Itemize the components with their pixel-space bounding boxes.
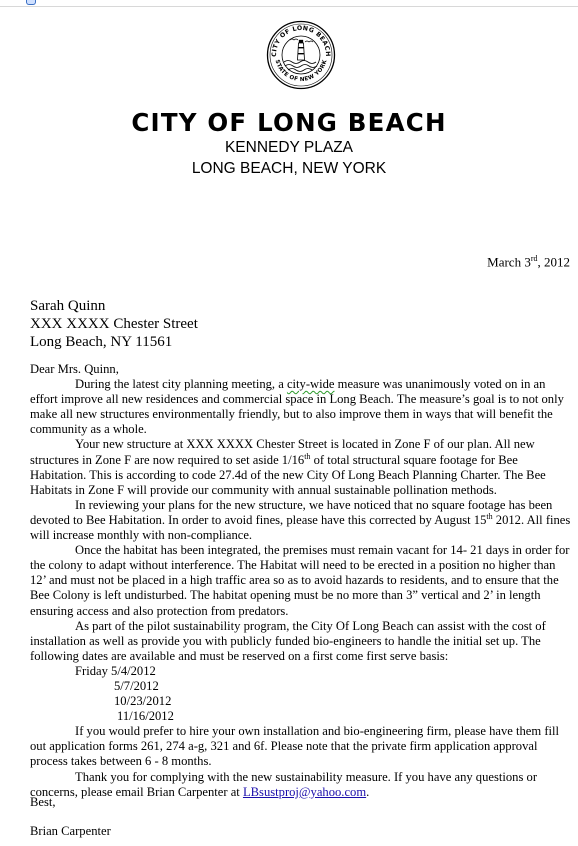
p5-line-2: installation as well as provide you with publicly funded bio-engineers to handle the initial set up. The: [30, 633, 541, 648]
p6-line-3: process takes between 6 - 8 months.: [30, 754, 212, 769]
p1-line-2: effort improve all new residences and commercial space in Long Beach. The measure’s goal is to not only: [30, 392, 564, 407]
p2-sup: th: [304, 451, 311, 461]
recipient-name: Sarah Quinn: [30, 298, 106, 314]
plaza-heading: KENNEDY PLAZA: [224, 139, 354, 156]
paragraph-6: [30, 724, 575, 769]
paragraph-5: [30, 619, 575, 664]
p6-line-1: If you would prefer to hire your own installation and bio-engineering firm, please have them fill: [75, 724, 560, 739]
p3-sup: th: [486, 511, 493, 521]
date-month-day: March 3: [487, 254, 531, 270]
p4-line-2: the colony to adapt without interference. The Habitat will need to be erected in a position no higher than: [30, 558, 556, 573]
p4-line-3: 12’ and must not be placed in a high traffic area so as to avoid hazards to residents, and to ensure that the: [30, 573, 559, 588]
date-year: , 2012: [537, 254, 570, 270]
p2-line-3: Habitation. This is according to code 27.4d of the new City Of Long Beach Planning Charter. The Bee: [30, 467, 546, 482]
tab-marker-icon: [26, 0, 36, 5]
schedule-date: 10/23/2012: [114, 694, 172, 709]
seal-top-text: CITY OF LONG BEACH: [270, 24, 332, 57]
city-heading: CITY OF LONG BEACH: [131, 108, 447, 137]
spellcheck-word[interactable]: city-wide: [286, 377, 335, 392]
letter-body: [30, 362, 575, 800]
p5-line-3: following dates are available and must be reserved on a first come first serve basis:: [30, 648, 449, 663]
p1-text-a: During the latest city planning meeting, a: [75, 377, 287, 392]
paragraph-7: [30, 770, 575, 800]
p4-line-5: ensuring access and also protection from predators.: [30, 603, 289, 618]
p7-line-1: Thank you for complying with the new sustainability measure. If you have any questions or: [75, 769, 538, 784]
p2-line-2b: of total structural square footage for Bee: [310, 452, 518, 467]
salutation: Dear Mrs. Quinn,: [30, 362, 119, 376]
p2-line-2a: structures in Zone F are now required to set aside 1/16: [30, 452, 305, 467]
p2-line-1: Your new structure at XXX XXXX Chester Street is located in Zone F of our plan. All new: [75, 437, 535, 452]
p1-text-b: measure was unanimously voted on in an: [334, 377, 546, 392]
seal-bottom-text: STATE OF NEW YORK: [273, 59, 329, 84]
p3-line-2a: devoted to Bee Habitation. In order to avoid fines, please have this corrected by August 15: [30, 512, 487, 527]
p3-line-2b: 2012. All fines: [492, 512, 571, 527]
date-ordinal-suffix: rd: [530, 254, 538, 263]
location-heading: LONG BEACH, NEW YORK: [191, 160, 387, 177]
recipient-street: XXX XXXX Chester Street: [30, 316, 198, 332]
p4-line-4: Bee Colony is left undisturbed. The habitat opening must be no more than 3” vertical and 2’ in length: [30, 588, 541, 603]
p1-line-4: community as a whole.: [30, 422, 147, 437]
p7-line-2a: concerns, please email Brian Carpenter at: [30, 784, 243, 799]
closing: Best,: [30, 795, 56, 809]
p7-line-2b: .: [366, 784, 370, 799]
p6-line-2: out application forms 261, 274 a-g, 321 and 6f. Please note that the private firm application approval: [30, 739, 538, 754]
city-seal-icon: [266, 20, 336, 90]
paragraph-3: [30, 498, 575, 543]
recipient-city: Long Beach, NY 11561: [30, 334, 173, 350]
p3-line-1: In reviewing your plans for the new structure, we have noticed that no square footage has been: [75, 497, 553, 512]
schedule-date: Friday 5/4/2012: [75, 663, 156, 678]
schedule-date: 11/16/2012: [117, 709, 174, 724]
top-ruler-bar: [0, 0, 578, 7]
schedule-date: 5/7/2012: [114, 678, 159, 693]
signature: Brian Carpenter: [30, 824, 111, 838]
paragraph-1: [30, 377, 575, 437]
schedule-list: [30, 664, 575, 724]
paragraph-2: [30, 437, 575, 497]
paragraph-4: [30, 543, 575, 618]
letter-date: [487, 254, 570, 270]
p2-line-4: Habitats in Zone F will provide our community with annual sustainable pollination methods.: [30, 482, 497, 497]
p4-line-1: Once the habitat has been integrated, the premises must remain vacant for 14- 21 days in order for: [75, 543, 570, 558]
p5-line-1: As part of the pilot sustainability program, the City Of Long Beach can assist with the cost of: [75, 618, 546, 633]
email-link[interactable]: LBsustproj@yahoo.com: [242, 784, 367, 799]
p1-line-3: make all new structures environmentally friendly, but to also improve them in ways that will benefit the: [30, 407, 553, 422]
p3-line-3: will increase monthly with non-compliance.: [30, 528, 253, 543]
